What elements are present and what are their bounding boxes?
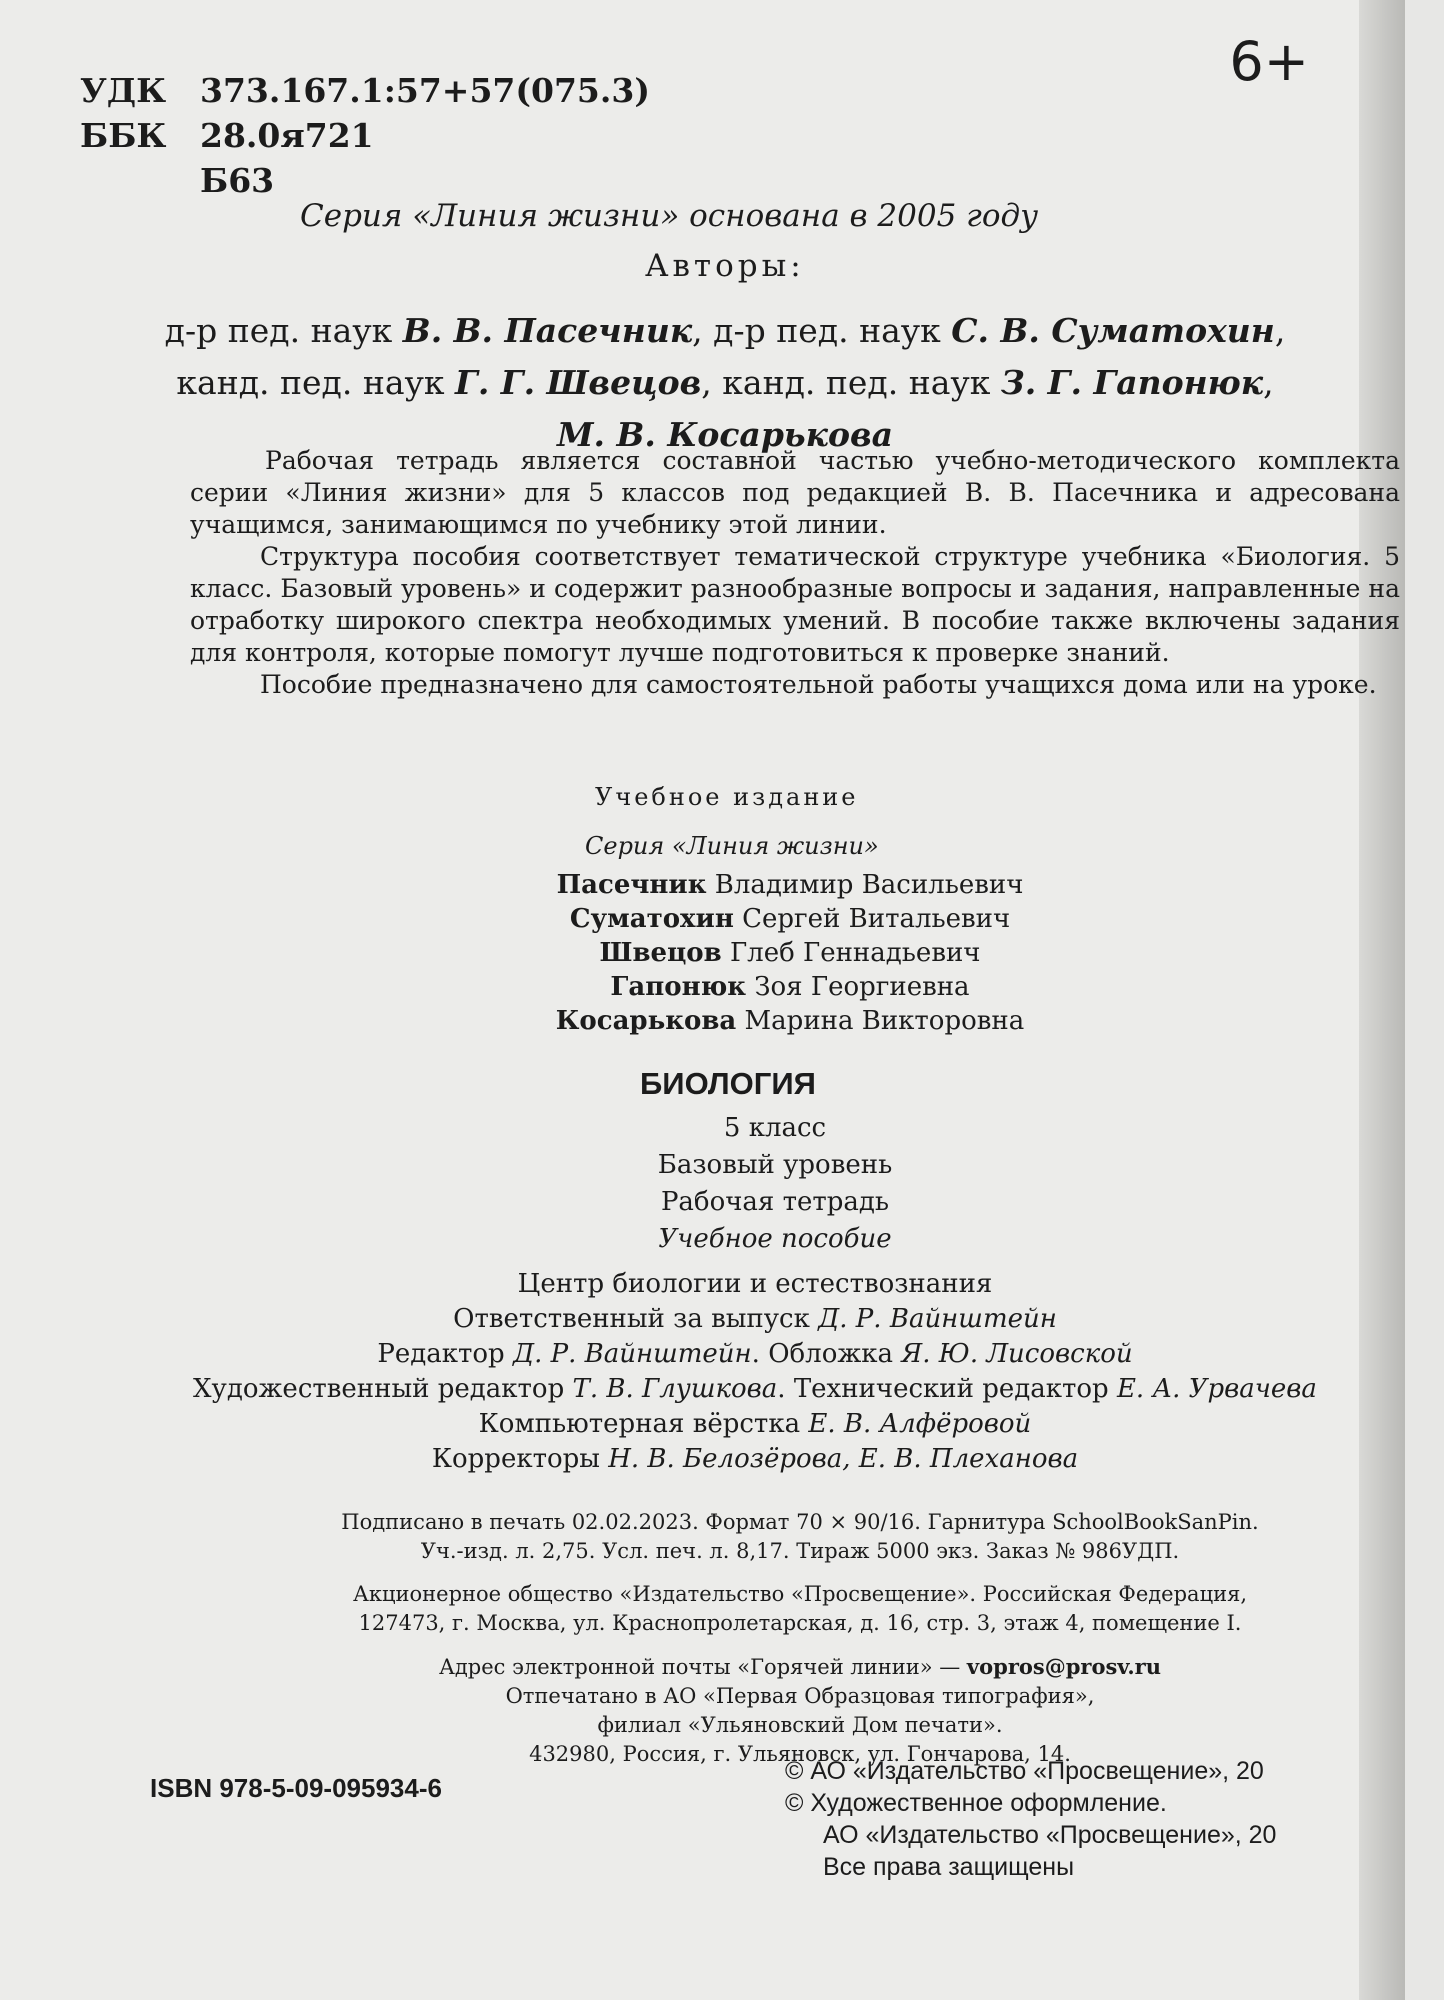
printed-line-2: филиал «Ульяновский Дом печати». [597, 1713, 1003, 1737]
editor-line: Редактор Д. Р. Вайнштейн. Обложка Я. Ю. Лисовской [377, 1339, 1133, 1369]
annotation-paragraph: Пособие предназначено для самостоятельной работы учащихся дома или на уроке. [260, 670, 1377, 699]
full-name: Суматохин Сергей Витальевич [569, 904, 1011, 934]
annotation-paragraph: Структура пособия соответствует тематической структуре учебника «Биология. 5 класс. Базовый уровень» и содержит разнообразные вопросы и задания, направленные на отработку широкого спектра необходимых умений. В пособие также включены задания для контроля, которые помогут лучше подготовиться к проверке знаний. [190, 542, 1400, 667]
series-name: Серия «Линия жизни» [585, 832, 879, 860]
authors-line-2: канд. пед. наук Г. Г. Швецов, канд. пед. наук З. Г. Гапонюк, [176, 363, 1274, 402]
responsible-line: Ответственный за выпуск Д. Р. Вайнштейн [453, 1304, 1057, 1334]
full-names-list [440, 868, 1140, 1038]
page-edge-shadow [1359, 0, 1405, 2000]
authors-heading: Авторы: [645, 248, 805, 284]
book-type: Рабочая тетрадь [660, 1187, 890, 1217]
edition-type: Учебное издание [595, 783, 859, 811]
level: Базовый уровень [657, 1150, 893, 1180]
printed-line-1: Отпечатано в АО «Первая Образцовая типография», [505, 1684, 1095, 1708]
copyright-line: © АО «Издательство «Просвещение», 20 [785, 1757, 1264, 1785]
series-note: Серия «Линия жизни» основана в 2005 году [300, 198, 1039, 234]
isbn: ISBN 978-5-09-095934-6 [150, 1773, 442, 1803]
publisher-line-1: Акционерное общество «Издательство «Просвещение». Российская Федерация, [353, 1582, 1247, 1606]
annotation-paragraph: Рабочая тетрадь является составной частью учебно-методического комплекта серии «Линия жизни» для 5 классов под редакцией В. В. Пасечника и адресована учащимся, занимающимся по учебнику этой линии. [190, 446, 1400, 539]
staff-credits [130, 1267, 1380, 1477]
print-info [240, 1508, 1360, 1769]
copyright-line: Все права защищены [823, 1853, 1075, 1881]
copyright-line: © Художественное оформление. [785, 1789, 1167, 1817]
bbk-line: ББК 28.0я721 [80, 116, 374, 155]
authors-line-3: М. В. Косарькова [556, 415, 894, 454]
age-rating: 6+ [1229, 30, 1309, 93]
proofreaders-line: Корректоры Н. В. Белозёрова, Е. В. Плеханова [431, 1444, 1079, 1474]
udc-line: УДК 373.167.1:57+57(075.3) [80, 71, 650, 110]
print-line-2: Уч.-изд. л. 2,75. Усл. печ. л. 8,17. Тираж 5000 экз. Заказ № 986УДП. [420, 1539, 1180, 1563]
full-name: Гапонюк Зоя Георгиевна [610, 972, 970, 1002]
grade: 5 класс [723, 1113, 827, 1143]
publisher-line-2: 127473, г. Москва, ул. Краснопролетарская, д. 16, стр. 3, этаж 4, помещение I. [358, 1611, 1242, 1635]
classification-block [80, 68, 650, 203]
center-name: Центр биологии и естествознания [517, 1269, 993, 1299]
copyright-line: АО «Издательство «Просвещение», 20 [823, 1821, 1277, 1849]
authors-list [100, 305, 1350, 461]
book-title: БИОЛОГИЯ [640, 1066, 816, 1101]
author-mark-line: Б63 [200, 161, 275, 200]
art-editor-line: Художественный редактор Т. В. Глушкова. Технический редактор Е. А. Урвачева [193, 1374, 1317, 1404]
full-name: Пасечник Владимир Васильевич [556, 870, 1024, 900]
full-name: Швецов Глеб Геннадьевич [599, 938, 981, 968]
book-subtitle-block [300, 1110, 1250, 1258]
print-line-1: Подписано в печать 02.02.2023. Формат 70 × 90/16. Гарнитура SchoolBookSanPin. [341, 1510, 1259, 1534]
full-name: Косарькова Марина Викторовна [555, 1006, 1025, 1036]
authors-line-1: д-р пед. наук В. В. Пасечник, д-р пед. наук С. В. Суматохин, [164, 311, 1286, 350]
hotline-email-line: Адрес электронной почты «Горячей линии» — vopros@prosv.ru [438, 1654, 1162, 1679]
hotline-email: vopros@prosv.ru [966, 1654, 1162, 1679]
printed-line-3: 432980, Россия, г. Ульяновск, ул. Гончарова, 14. [529, 1742, 1071, 1766]
book-kind: Учебное пособие [658, 1224, 892, 1254]
annotation [190, 445, 1400, 701]
copyright-block [785, 1755, 1276, 1883]
layout-line: Компьютерная вёрстка Е. В. Алфёровой [478, 1409, 1032, 1439]
